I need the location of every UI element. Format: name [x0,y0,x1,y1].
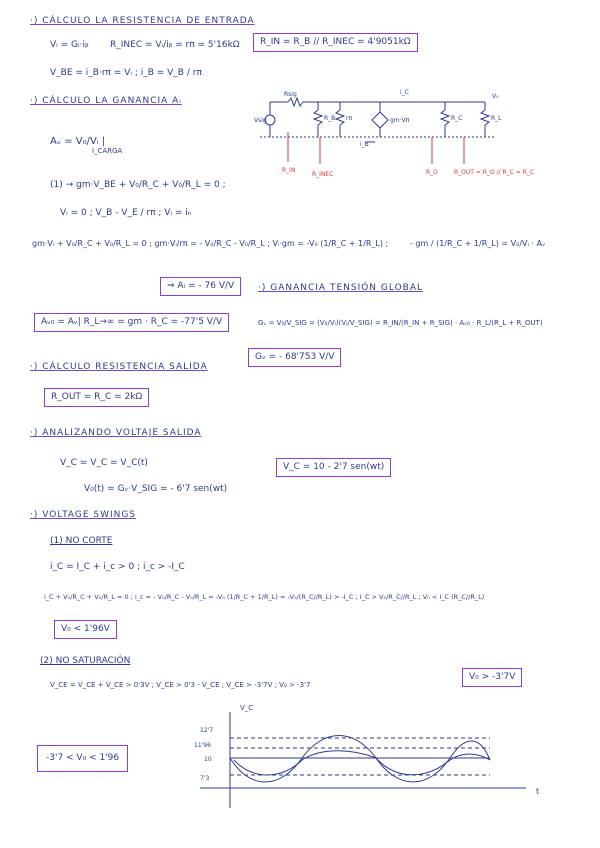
heading-output-resistance: ·) CÁLCULO RESISTENCIA SALIDA [30,362,208,372]
label-rl: R_L [491,115,502,122]
eq-node2: Vᵢ = 0 ; V_B - V_E / rπ ; Vᵢ = iₙ [60,208,192,218]
eq-global-gain: Gᵥ = V₀/V_SIG = (V₀/Vᵢ)(Vᵢ/V_SIG) = R_IN/(R_IN + R_SIG) · Aᵥ₀ · R_L/(R_L + R_OUT) [258,319,543,327]
sub-no-cutoff: (1) NO CORTE [50,536,113,546]
final-swing-box: -3'7 < V₀ < 1'96 [37,745,128,772]
graph-tick-7-3: 7'3 [200,775,210,782]
label-vsig: Vsig [254,117,267,124]
heading-global-gain: ·) GANANCIA TENSIÓN GLOBAL [258,283,423,293]
ai-result-box: ⇒ Aᵢ = - 76 V/V [160,277,241,296]
vc-result-box: V_C = 10 - 2'7 sen(wt) [276,458,391,477]
label-ic: i_C [400,89,409,96]
label-ib: i_B [360,141,369,148]
graph-tick-12-7: 12'7 [200,727,214,734]
label-rc: R_C [451,115,463,122]
eq-av-def: Aᵥ = V₀/Vᵢ | [50,136,106,147]
heading-output-voltage: ·) ANALIZANDO VOLTAJE SALIDA [30,428,202,438]
label-rb: R_B [324,115,336,122]
label-rin: R_IN [282,167,296,174]
heading-gain: ·) CÁLCULO LA GANANCIA Aᵢ [30,96,182,106]
graph-tick-11-96: 11'96 [194,742,211,749]
eq-cutoff2: i_C + V₀/R_C + V₀/R_L = 0 ; i_c = - V₀/R_C - V₀/R_L = -V₀ (1/R_C + 1/R_L) = -V₀/(R_C//R_L) > -I_C ; I_C > V₀/R_C//R_L ; V₀ < I_C (R_C//R_L) [44,593,485,601]
eq-rinec: R_INEC = Vᵢ/iᵦ = rπ = 5'16kΩ [110,40,240,50]
graph-tick-10: 10 [204,756,212,763]
eq-vi: Vᵢ = Gᵢ·iᵦ [50,40,89,50]
label-gm: gm·Vπ [390,117,410,124]
rin-result-box: R_IN = R_B // R_INEC = 4'9051kΩ [253,33,418,52]
sub-no-saturation: (2) NO SATURACIÓN [40,656,131,666]
saturation-result-box: V₀ > -3'7V [462,668,522,687]
rout-result-box: R_OUT = R_C = 2kΩ [44,388,149,407]
label-rout-note: R_OUT = R_O // R_C = R_C [454,169,535,176]
eq-node1: (1) → gm·V_BE + V₀/R_C + V₀/R_L = 0 ; [50,180,226,190]
eq-vo-t: V₀(t) = Gᵥ·V_SIG = - 6'7 sen(wt) [84,484,228,494]
graph-t-label: t [536,787,540,796]
heading-voltage-swings: ·) VOLTAGE SWINGS [30,510,137,520]
eq-cutoff1: i_C = I_C + i_c > 0 ; i_c > -I_C [50,562,185,572]
label-vo: V₀ [492,93,499,100]
eq-vbe: V_BE = i_B·rπ = Vᵢ ; i_B = V_B / rπ [50,68,202,78]
eq-node3b: - gm / (1/R_C + 1/R_L) = V₀/Vᵢ · Aᵥ [410,239,546,248]
heading-input-resistance: ·) CÁLCULO LA RESISTENCIA DE ENTRADA [30,16,255,26]
cutoff-result-box: V₀ < 1'96V [54,620,117,639]
label-rinec: R_INEC [312,171,334,178]
small-signal-circuit [240,82,560,182]
eq-node3: gm·Vᵢ + V₀/R_C + V₀/R_L = 0 ; gm·Vᵢ/rπ = - V₀/R_C - V₀/R_L ; Vᵢ·gm = -V₀ (1/R_C + 1/R_L) ; [32,239,389,248]
label-rsig: Rsig [284,91,297,98]
output-waveform-graph [190,700,550,810]
eq-vc: V_C = V_C = V_C(t) [60,458,148,468]
eq-av-def-sub: I_CARGA [92,147,123,155]
gv-result-box: Gᵥ = - 68'753 V/V [248,348,341,367]
graph-y-label: V_C [240,704,254,712]
av0-result-box: Aᵥ₀ = Aᵥ| R_L→∞ = gm · R_C = -77'5 V/V [34,313,229,332]
eq-saturation: V_CE = V_CE + V_CE > 0'3V ; V_CE > 0'3 - V_CE ; V_CE > -3'7V ; V₀ > -3'7 [50,681,311,689]
label-ro: R_O [426,169,438,176]
label-rpi: rπ [346,115,353,122]
